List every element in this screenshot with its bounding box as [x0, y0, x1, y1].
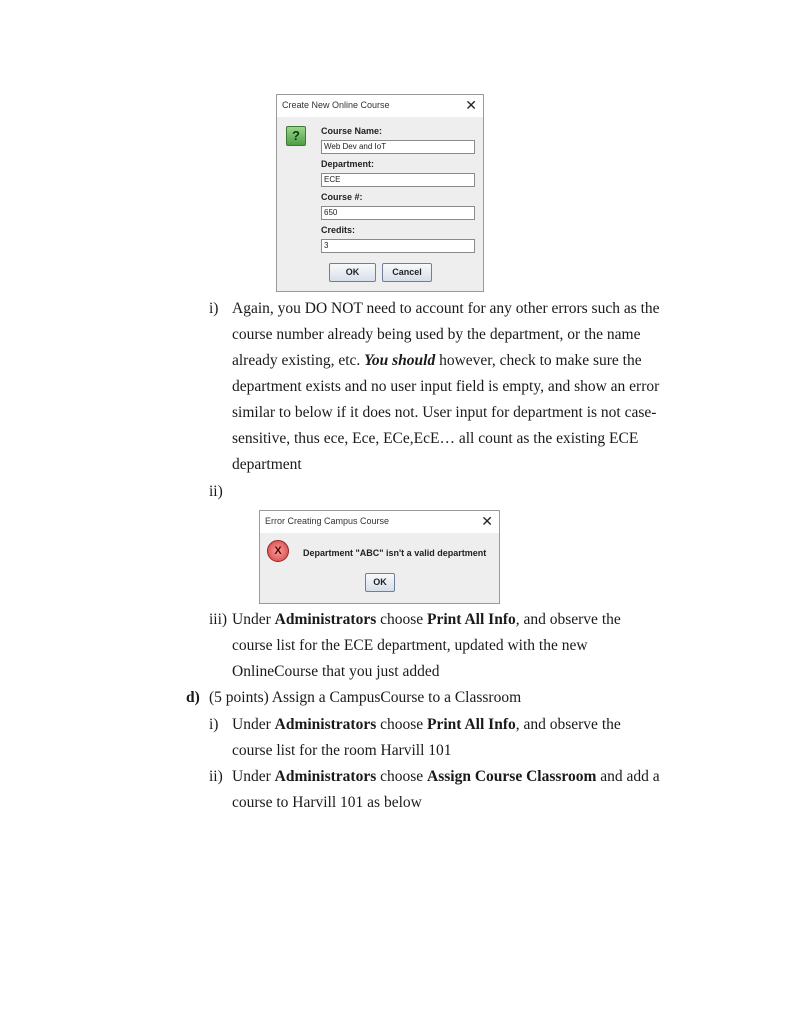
paragraph-line: Under Administrators choose Print All Info, and observe the [232, 611, 621, 628]
list-marker: i) [209, 716, 219, 733]
course-number-label: Course #: [321, 192, 363, 202]
department-label: Department: [321, 159, 375, 169]
department-input[interactable]: ECE [321, 173, 475, 187]
course-name-label: Course Name: [321, 126, 383, 136]
credits-label: Credits: [321, 225, 356, 235]
ok-button[interactable]: OK [329, 263, 376, 282]
close-icon[interactable]: ✕ [465, 97, 477, 113]
paragraph-line: Again, you DO NOT need to account for any other errors such as the [232, 300, 660, 317]
cancel-button[interactable]: Cancel [382, 263, 432, 282]
section-marker: d) [186, 689, 200, 706]
dialog-title-bar [260, 511, 499, 533]
dialog-title: Error Creating Campus Course [265, 516, 390, 526]
paragraph-line: OnlineCourse that you just added [232, 663, 440, 680]
error-message: Department "ABC" isn't a valid department [303, 548, 487, 558]
course-number-input[interactable]: 650 [321, 206, 475, 220]
paragraph-line: department exists and no user input field is empty, and show an error [232, 378, 660, 395]
list-marker: ii) [209, 768, 223, 785]
list-marker: i) [209, 300, 219, 317]
section-heading: (5 points) Assign a CampusCourse to a Classroom [209, 689, 522, 706]
close-icon[interactable]: ✕ [481, 513, 493, 529]
paragraph-line: similar to below if it does not. User input for department is not case- [232, 404, 657, 421]
error-dialog [259, 510, 500, 604]
list-marker: iii) [209, 611, 228, 628]
course-name-input[interactable]: Web Dev and IoT [321, 140, 475, 154]
paragraph-line: already existing, etc. You should however, check to make sure the [232, 352, 642, 369]
paragraph-line: course number already being used by the department, or the name [232, 326, 641, 343]
paragraph-line: department [232, 456, 302, 473]
dialog-title-bar [277, 95, 483, 117]
create-course-dialog [276, 94, 484, 292]
question-icon: ? [286, 126, 306, 146]
credits-input[interactable]: 3 [321, 239, 475, 253]
paragraph-line: course list for the ECE department, updated with the new [232, 637, 588, 654]
paragraph-line: sensitive, thus ece, Ece, ECe,EcE… all count as the existing ECE [232, 430, 639, 447]
ok-button[interactable]: OK [365, 573, 395, 592]
paragraph-line: Under Administrators choose Print All Info, and observe the [232, 716, 621, 733]
paragraph-line: course list for the room Harvill 101 [232, 742, 452, 759]
error-icon: X [267, 540, 289, 562]
paragraph-line: course to Harvill 101 as below [232, 794, 422, 811]
paragraph-line: Under Administrators choose Assign Course Classroom and add a [232, 768, 660, 785]
dialog-title: Create New Online Course [282, 100, 390, 110]
list-marker: ii) [209, 483, 223, 500]
